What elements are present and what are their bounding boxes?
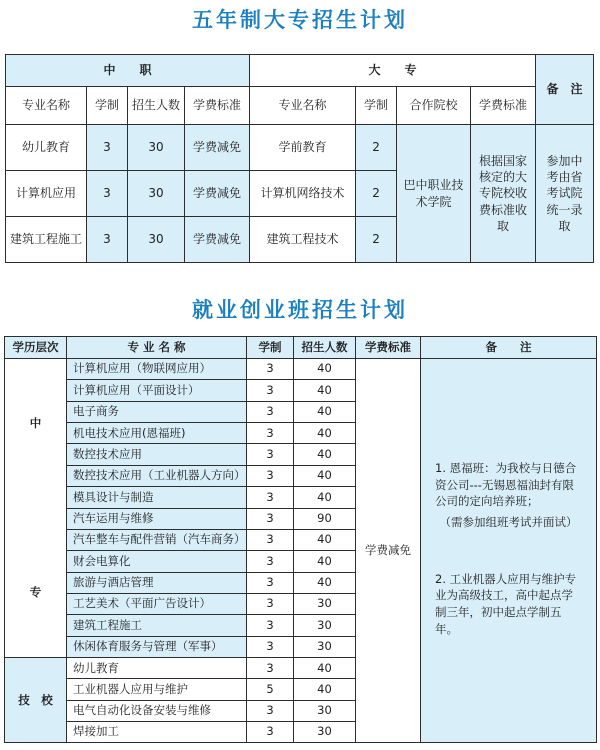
cell-major: 工业机器人应用与维护 [67, 679, 247, 700]
cell-enroll: 30 [128, 217, 185, 263]
employment-plan-table [4, 336, 597, 743]
cell-enroll: 40 [294, 359, 356, 380]
header-years: 学制 [87, 87, 128, 125]
header-major2: 专业名称 [250, 87, 356, 125]
level-zhongzhuan [5, 359, 67, 658]
cell-major: 汽车运用与维修 [67, 508, 247, 529]
header-fee: 学费标准 [185, 87, 250, 125]
cell-years: 3 [87, 125, 128, 171]
cell-major: 数控技术应用（工业机器人方向） [67, 465, 247, 486]
header-years2: 学制 [356, 87, 397, 125]
cell-enroll: 40 [294, 423, 356, 444]
cell-years: 3 [247, 423, 294, 444]
cell-fee: 学费减免 [185, 125, 250, 171]
header-enroll: 招生人数 [294, 337, 356, 359]
cell-major: 建筑工程施工 [67, 615, 247, 636]
cell-enroll: 40 [294, 465, 356, 486]
cell-major: 幼儿教育 [6, 125, 87, 171]
cell-major: 幼儿教育 [67, 658, 247, 679]
cell-years2: 2 [356, 125, 397, 171]
cell-enroll: 30 [128, 171, 185, 217]
cell-enroll: 30 [294, 593, 356, 614]
cell-major: 建筑工程施工 [6, 217, 87, 263]
header-remarks: 备 注 [421, 337, 597, 359]
cell-major: 电子商务 [67, 401, 247, 422]
cell-years: 3 [247, 359, 294, 380]
header-years: 学制 [247, 337, 294, 359]
cell-years: 3 [247, 593, 294, 614]
cell-enroll: 30 [128, 125, 185, 171]
plan2-title: 就业创业班招生计划 [192, 298, 408, 322]
cell-years: 3 [247, 722, 294, 743]
plan1-title: 五年制大专招生计划 [192, 8, 408, 32]
cell-enroll: 40 [294, 380, 356, 401]
remark-text: 参加中考由省考试院统一录取 [536, 125, 594, 263]
cell-enroll: 30 [294, 700, 356, 721]
cell-years: 3 [247, 380, 294, 401]
cell-years: 3 [87, 171, 128, 217]
cell-years: 3 [247, 529, 294, 550]
cell-fee: 学费减免 [185, 171, 250, 217]
cell-years: 3 [247, 572, 294, 593]
level-jixiao: 技 校 [5, 658, 67, 743]
cell-major2: 计算机网络技术 [250, 171, 356, 217]
cell-enroll: 40 [294, 444, 356, 465]
cell-years: 3 [247, 658, 294, 679]
partner-school: 巴中职业技术学院 [397, 125, 471, 263]
header-fee: 学费标准 [356, 337, 421, 359]
cell-major: 数控技术应用 [67, 444, 247, 465]
cell-major: 机电技术应用(恩福班) [67, 423, 247, 444]
note-1: 1. 恩福班：为我校与日德合资公司---无锡恩福油封有限公司的定向培养班； [435, 461, 577, 509]
cell-years: 3 [247, 465, 294, 486]
header-fee2: 学费标准 [471, 87, 536, 125]
cell-years: 3 [247, 508, 294, 529]
cell-years: 3 [247, 444, 294, 465]
cell-enroll: 40 [294, 529, 356, 550]
cell-years: 3 [247, 615, 294, 636]
cell-years: 3 [247, 487, 294, 508]
five-year-plan-table [5, 54, 594, 263]
fee-standard: 学费减免 [356, 359, 421, 743]
cell-major: 电气自动化设备安装与维修 [67, 700, 247, 721]
level-zhuan-char: 专 [29, 585, 42, 600]
cell-enroll: 40 [294, 551, 356, 572]
cell-years2: 2 [356, 171, 397, 217]
cell-enroll: 40 [294, 658, 356, 679]
cell-fee: 学费减免 [185, 217, 250, 263]
cell-years: 5 [247, 679, 294, 700]
table-row [5, 359, 597, 380]
cell-enroll: 30 [294, 722, 356, 743]
cell-enroll: 40 [294, 401, 356, 422]
cell-years: 3 [247, 636, 294, 658]
group-dazhuan: 大 专 [250, 55, 536, 87]
note-2: 2. 工业机器人应用与维护专业为高级技工，高中起点学制三年，初中起点学制五年。 [435, 571, 577, 636]
header-major: 专业名称 [6, 87, 87, 125]
cell-enroll: 30 [294, 636, 356, 658]
fee-standard: 根据国家核定的大专院校收费标准收取 [471, 125, 536, 263]
cell-enroll: 90 [294, 508, 356, 529]
table-row [6, 125, 594, 171]
cell-major: 计算机应用（平面设计） [67, 380, 247, 401]
cell-major: 焊接加工 [67, 722, 247, 743]
remarks-notes [421, 359, 597, 743]
cell-enroll: 40 [294, 487, 356, 508]
cell-years2: 2 [356, 217, 397, 263]
cell-major: 模具设计与制造 [67, 487, 247, 508]
cell-years: 3 [247, 700, 294, 721]
cell-years: 3 [247, 551, 294, 572]
cell-major2: 建筑工程技术 [250, 217, 356, 263]
cell-enroll: 30 [294, 615, 356, 636]
cell-major: 休闲体育服务与管理（军事） [67, 636, 247, 658]
cell-major: 计算机应用（物联网应用） [67, 359, 247, 380]
remarks-header: 备 注 [536, 55, 594, 125]
cell-major: 计算机应用 [6, 171, 87, 217]
note-1b: （需参加组班考试并面试） [439, 515, 578, 530]
cell-enroll: 40 [294, 572, 356, 593]
cell-years: 3 [87, 217, 128, 263]
cell-years: 3 [247, 401, 294, 422]
group-zhongzhi: 中 职 [6, 55, 250, 87]
header-level: 学历层次 [5, 337, 67, 359]
header-major: 专 业 名 称 [67, 337, 247, 359]
cell-enroll: 40 [294, 679, 356, 700]
cell-major: 汽车整车与配件营销（汽车商务） [67, 529, 247, 550]
level-zhong-char: 中 [29, 415, 42, 430]
cell-major2: 学前教育 [250, 125, 356, 171]
header-partner: 合作院校 [397, 87, 471, 125]
cell-major: 旅游与酒店管理 [67, 572, 247, 593]
header-enroll: 招生人数 [128, 87, 185, 125]
cell-major: 工艺美术（平面广告设计） [67, 593, 247, 614]
cell-major: 财会电算化 [67, 551, 247, 572]
